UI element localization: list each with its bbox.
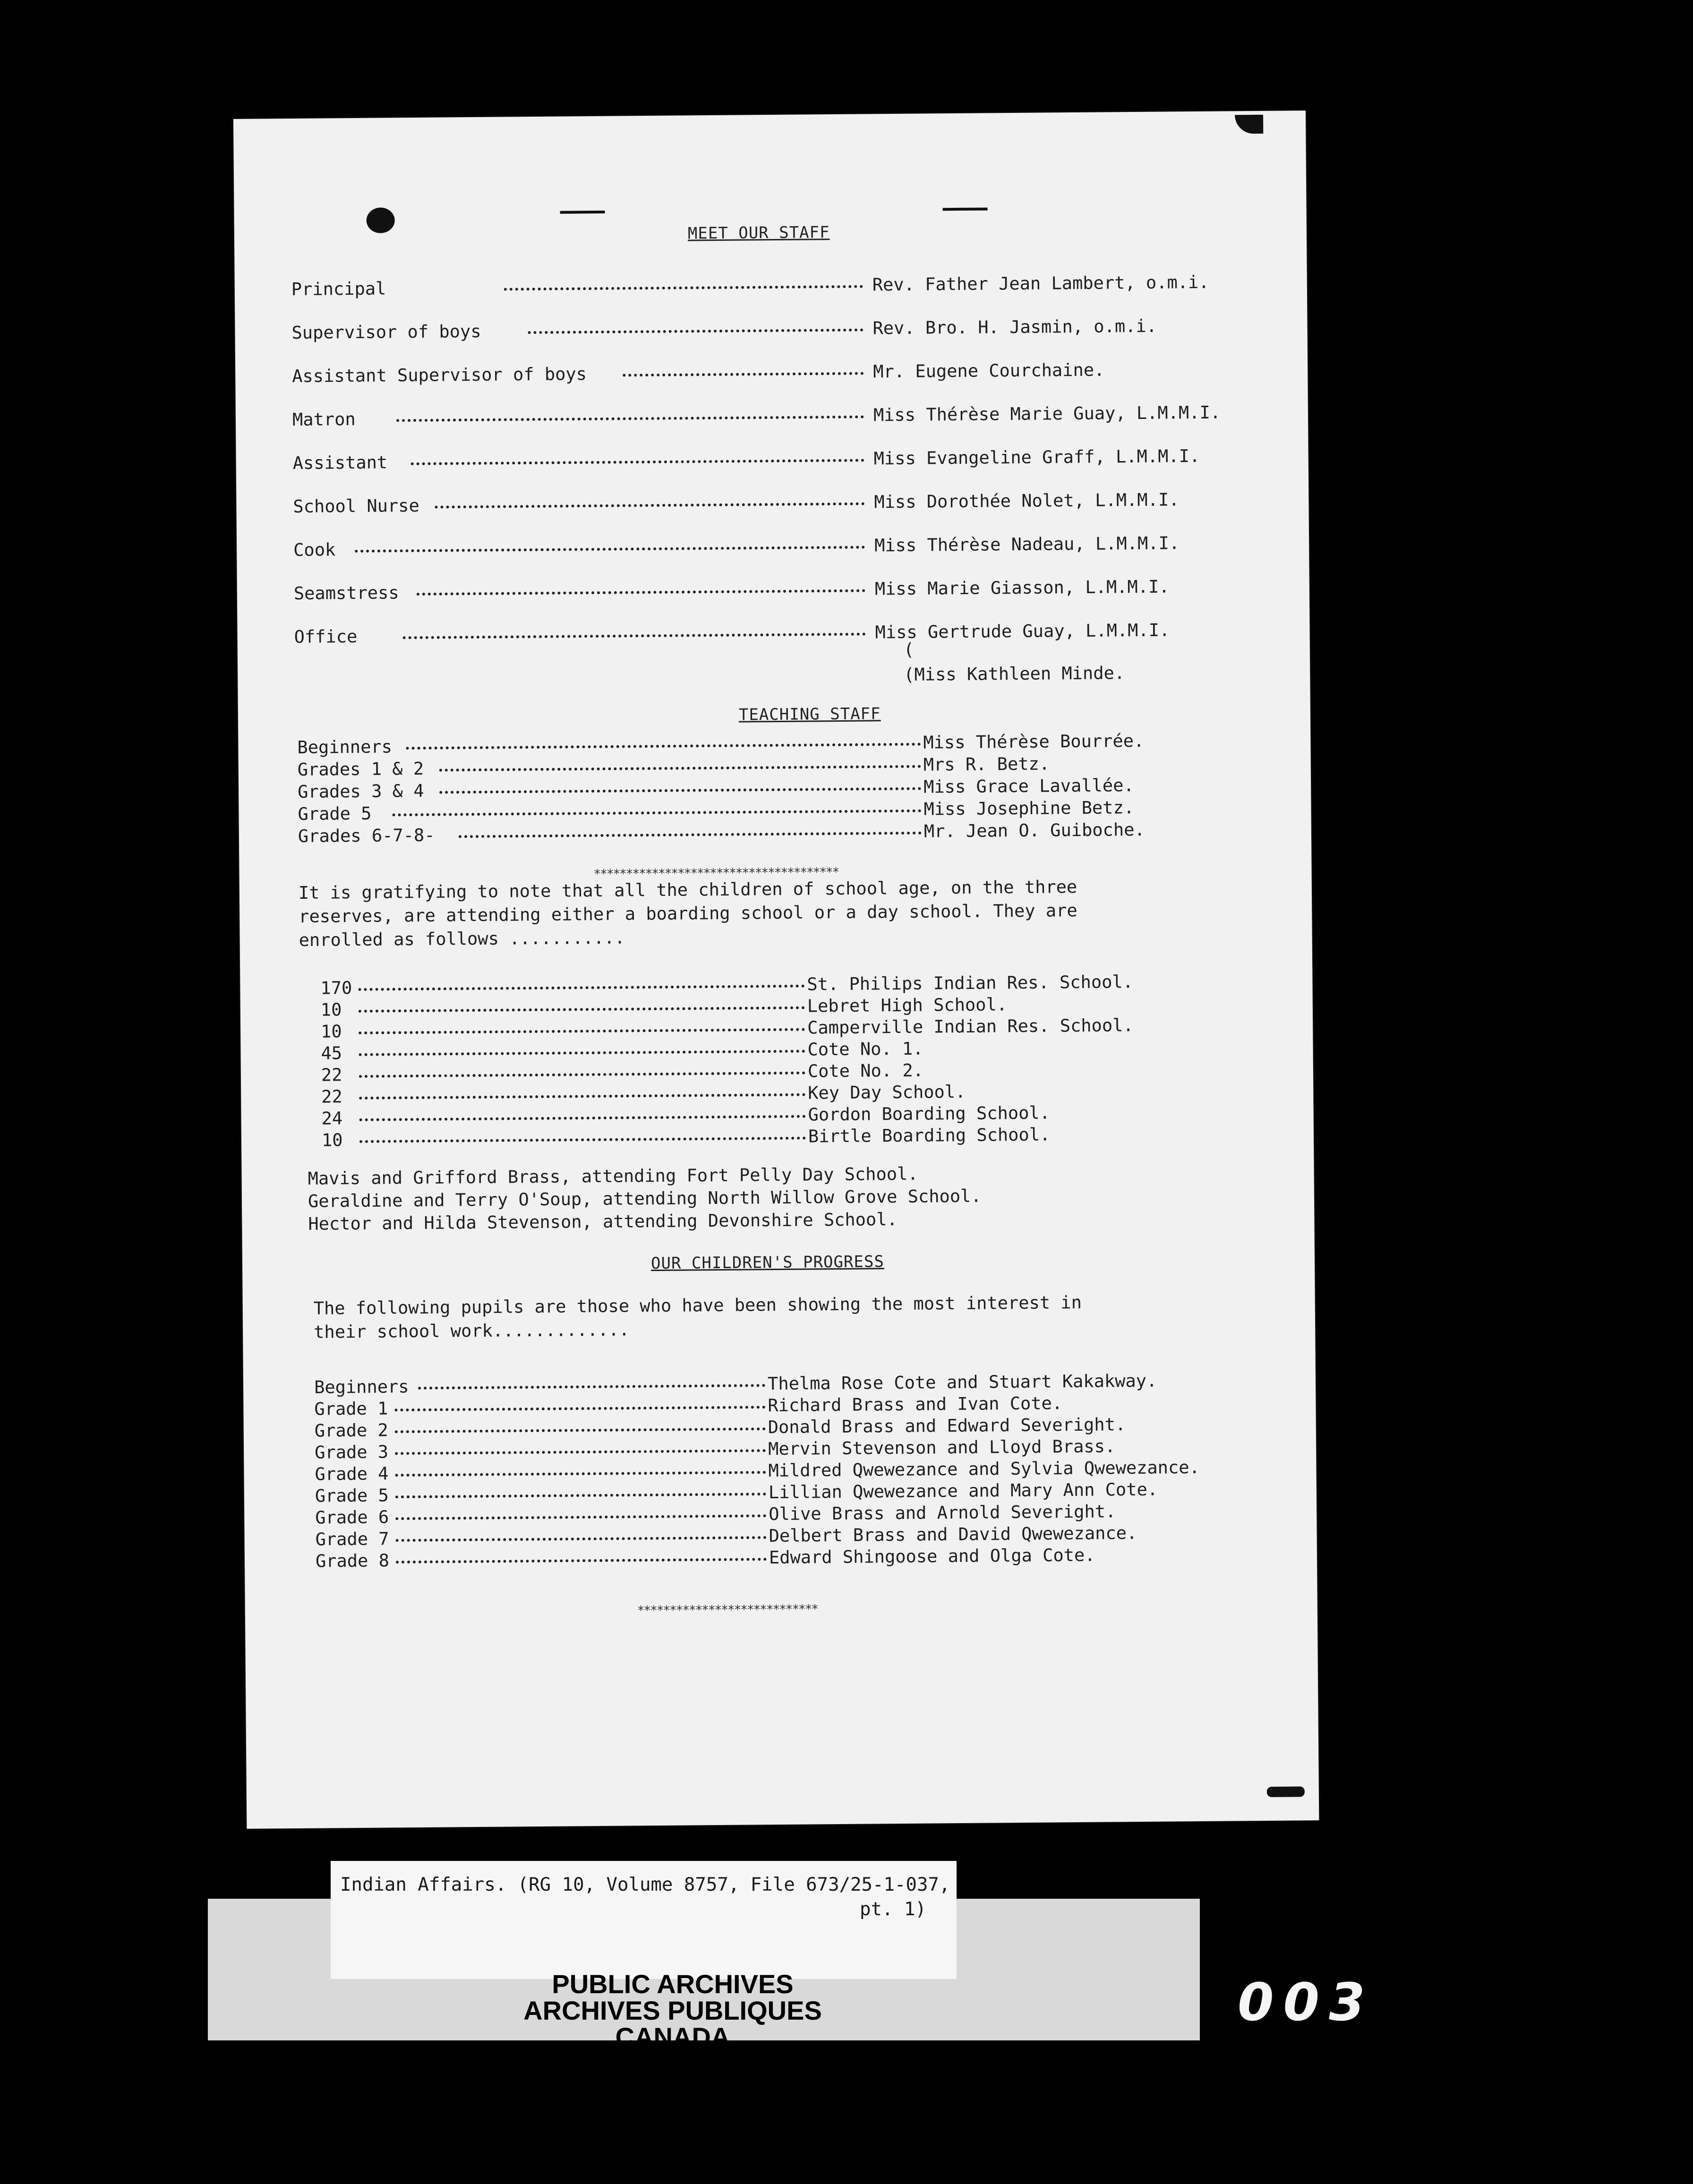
staff-row-value: Miss Thérèse Marie Guay, L.M.M.I. [873, 402, 1221, 426]
progress-row-leader-dots [394, 1406, 765, 1411]
attending-line: Hector and Hilda Stevenson, attending Devonshire School. [308, 1209, 898, 1234]
staff-row [236, 401, 1308, 432]
progress-row-value: Lillian Qwewezance and Mary Ann Cote. [768, 1479, 1158, 1503]
staff-row-label: Principal [291, 278, 386, 300]
staff-row [235, 358, 1308, 388]
top-dash-right [943, 207, 988, 211]
progress-row-leader-dots [395, 1471, 766, 1476]
staff-row-value: Miss Evangeline Graff, L.M.M.I. [873, 445, 1200, 469]
enrollment-row-leader-dots [358, 985, 804, 991]
paragraph-line: The following pupils are those who have been showing the most interest in [313, 1292, 1082, 1319]
staff-row-leader-dots [528, 329, 864, 334]
reference-label [331, 1861, 957, 1979]
enrollment-row-value: St. Philips Indian Res. School. [807, 972, 1134, 995]
archive-line-1: PUBLIC ARCHIVES [552, 1969, 794, 1999]
enrollment-row-label: 10 [320, 999, 342, 1020]
staff-row-leader-dots [355, 546, 865, 553]
staff-row [237, 619, 1309, 649]
enrollment-row-value: Key Day School. [808, 1081, 966, 1103]
staff-row-value: Mr. Eugene Courchaine. [873, 359, 1105, 382]
teaching-row-label: Beginners [297, 736, 393, 758]
enrollment-row-value: Birtle Boarding School. [808, 1124, 1051, 1147]
enrollment-row-label: 10 [321, 1021, 342, 1042]
progress-heading: OUR CHILDREN'S PROGRESS [650, 1252, 885, 1273]
bottom-corner-mark [1267, 1786, 1305, 1797]
progress-row-label: Grade 7 [315, 1528, 389, 1550]
enrollment-row-leader-dots [359, 1028, 805, 1034]
enrollment-row-value: Cote No. 2. [807, 1060, 924, 1082]
frame-number-digits: 003 [1238, 1972, 1375, 2032]
progress-row-label: Grade 5 [315, 1485, 389, 1506]
progress-row-leader-dots [395, 1514, 766, 1520]
teaching-row-value: Miss Thérèse Bourrée. [923, 730, 1145, 753]
separator-stars-2: **************************** [637, 1602, 818, 1618]
progress-row-label: Grade 6 [315, 1507, 389, 1528]
staff-row-leader-dots [435, 503, 864, 509]
punch-hole-mark [366, 207, 394, 233]
enrollment-row-leader-dots [359, 1137, 806, 1143]
staff-row [236, 488, 1308, 519]
office-extra-2: (Miss Kathleen Minde. [904, 663, 1125, 685]
staff-row-label: Seamstress [293, 582, 399, 604]
progress-row-value: Richard Brass and Ivan Cote. [768, 1393, 1063, 1416]
progress-row-label: Grade 8 [315, 1550, 390, 1571]
staff-row [235, 315, 1307, 345]
staff-row-value: Miss Marie Giasson, L.M.M.I. [874, 576, 1170, 599]
enrollment-row-leader-dots [359, 1007, 805, 1013]
paragraph-line: reserves, are attending either a boarding school or a day school. They are [299, 900, 1077, 927]
office-extra-1: ( [903, 639, 915, 660]
staff-row [237, 575, 1309, 606]
enrollment-row-leader-dots [359, 1115, 806, 1121]
staff-row-leader-dots [396, 416, 864, 422]
progress-row-label: Grade 1 [314, 1398, 388, 1419]
archive-line-3: CANADA [615, 2022, 730, 2052]
meet-staff-heading: MEET OUR STAFF [687, 223, 830, 243]
progress-row-value: Olive Brass and Arnold Severight. [769, 1501, 1116, 1525]
teaching-row-label: Grade 5 [298, 803, 372, 824]
enrollment-row-leader-dots [359, 1072, 805, 1078]
teaching-row-leader-dots [459, 832, 922, 838]
enrollment-row-leader-dots [359, 1093, 805, 1100]
progress-row-leader-dots [395, 1449, 766, 1455]
document-page [233, 111, 1319, 1829]
staff-row-leader-dots [504, 285, 863, 291]
staff-row-value: Rev. Father Jean Lambert, o.m.i. [872, 272, 1209, 295]
enrollment-row-label: 22 [321, 1086, 342, 1107]
enrollment-row-leader-dots [359, 1050, 805, 1056]
enrollment-row-label: 22 [321, 1065, 342, 1085]
paragraph-line: their school work............. [314, 1319, 630, 1342]
staff-row-label: Cook [293, 539, 336, 561]
enrollment-row-value: Gordon Boarding School. [808, 1102, 1051, 1125]
staff-row [237, 532, 1309, 562]
separator-stars-1: ************************************** [593, 865, 839, 882]
teaching-staff-heading: TEACHING STAFF [738, 704, 881, 725]
teaching-row-leader-dots [439, 765, 921, 772]
staff-row-leader-dots [403, 633, 866, 640]
progress-row-value: Delbert Brass and David Qwewezance. [769, 1523, 1137, 1546]
staff-row-label: Assistant [292, 452, 388, 474]
enrollment-row-value: Cote No. 1. [807, 1038, 923, 1060]
teaching-row-value: Mrs R. Betz. [923, 753, 1050, 775]
progress-row-label: Grade 3 [315, 1442, 389, 1463]
enrollment-row-label: 24 [321, 1108, 343, 1129]
enrollment-row-value: Lebret High School. [807, 994, 1008, 1016]
enrollment-row-label: 10 [321, 1130, 343, 1151]
frame-number [1205, 1960, 1403, 2055]
progress-row-label: Grade 4 [315, 1463, 389, 1484]
staff-row-leader-dots [623, 372, 864, 377]
teaching-row-label: Grades 6-7-8- [298, 825, 435, 846]
progress-row-label: Beginners [314, 1376, 409, 1398]
progress-row-value: Mildred Qwewezance and Sylvia Qwewezance. [768, 1457, 1200, 1481]
top-dash-left [560, 211, 605, 214]
progress-row-value: Edward Shingoose and Olga Cote. [769, 1544, 1095, 1568]
progress-row-value: Thelma Rose Cote and Stuart Kakakway. [767, 1370, 1157, 1394]
staff-row-label: Assistant Supervisor of boys [292, 364, 587, 387]
teaching-row-label: Grades 3 & 4 [298, 780, 424, 802]
staff-row-label: Matron [292, 409, 356, 430]
attending-line: Geraldine and Terry O'Soup, attending North Willow Grove School. [308, 1186, 982, 1211]
archive-line-2: ARCHIVES PUBLIQUES [523, 1996, 822, 2025]
paragraph-line: It is gratifying to note that all the children of school age, on the three [298, 877, 1077, 903]
teaching-row-label: Grades 1 & 2 [297, 758, 424, 780]
staff-row-leader-dots [417, 589, 865, 596]
progress-row-value: Mervin Stevenson and Lloyd Brass. [768, 1436, 1116, 1459]
staff-row-value: Miss Gertrude Guay, L.M.M.I. [875, 620, 1170, 643]
staff-row-value: Rev. Bro. H. Jasmin, o.m.i. [872, 316, 1157, 339]
enrollment-row-label: 45 [321, 1043, 342, 1064]
staff-row-leader-dots [411, 459, 864, 466]
staff-row-label: Supervisor of boys [291, 321, 481, 343]
enrollment-row-value: Camperville Indian Res. School. [807, 1015, 1134, 1038]
enrollment-row-label: 170 [320, 978, 352, 998]
corner-mark [1235, 115, 1263, 134]
staff-row [235, 271, 1307, 301]
staff-row-value: Miss Dorothée Nolet, L.M.M.I. [874, 489, 1180, 512]
teaching-row-value: Miss Josephine Betz. [923, 797, 1135, 819]
progress-row-leader-dots [396, 1558, 767, 1563]
progress-row-leader-dots [395, 1493, 766, 1498]
staff-row-value: Miss Thérèse Nadeau, L.M.M.I. [874, 533, 1180, 556]
reference-line-2: pt. 1) [860, 1899, 926, 1920]
progress-row-value: Donald Brass and Edward Severight. [768, 1414, 1126, 1438]
staff-row [236, 445, 1308, 475]
staff-row-label: School Nurse [293, 495, 419, 517]
teaching-row-value: Mr. Jean O. Guiboche. [923, 819, 1145, 842]
attending-line: Mavis and Grifford Brass, attending Fort Pelly Day School. [308, 1163, 918, 1189]
progress-row-leader-dots [396, 1536, 767, 1542]
progress-row-label: Grade 2 [314, 1420, 388, 1441]
staff-row-label: Office [294, 626, 358, 648]
teaching-row-leader-dots [406, 743, 921, 750]
paragraph-line: enrolled as follows ........... [299, 927, 625, 950]
teaching-row-value: Miss Grace Lavallée. [923, 775, 1134, 797]
progress-row-leader-dots [395, 1427, 766, 1433]
progress-row-leader-dots [418, 1384, 765, 1390]
teaching-row-leader-dots [393, 810, 922, 817]
reference-line-1: Indian Affairs. (RG 10, Volume 8757, File 673/25-1-037, [340, 1874, 950, 1895]
teaching-row-leader-dots [439, 787, 921, 794]
